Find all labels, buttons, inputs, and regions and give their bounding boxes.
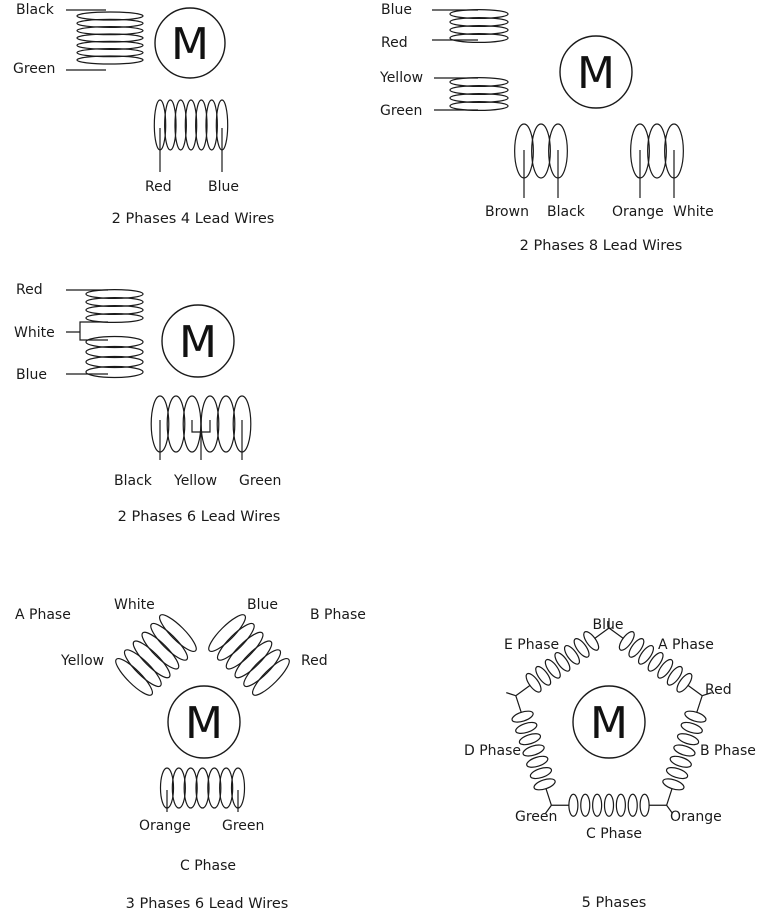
diagram-2-phase-4-lead [13, 2, 274, 227]
label-c-phase: C Phase [585, 826, 643, 842]
label-b-phase: B Phase [700, 743, 756, 759]
coil-loop [155, 611, 200, 656]
coil-loop [138, 628, 183, 673]
coil-loop [213, 619, 258, 664]
coil-loop [217, 396, 235, 452]
coil-loop [240, 646, 285, 691]
coil-top-left [450, 10, 508, 43]
label-red: Red [381, 35, 408, 51]
coil-loop [220, 768, 233, 808]
diagram-5-phase [464, 617, 756, 909]
motor-letter: M [590, 698, 628, 749]
coil-loop [605, 794, 614, 816]
vertex-lead [506, 693, 516, 696]
coil-bottom-left [151, 396, 201, 452]
label-blue: Blue [16, 367, 47, 383]
coil-loop [185, 100, 196, 150]
coil-loop [562, 643, 582, 666]
coil-loop [571, 636, 591, 659]
coil-loop [86, 367, 143, 378]
label-orange: Orange [670, 809, 722, 825]
label-green: Green [239, 473, 282, 489]
coil-loop [167, 396, 185, 452]
label-blue: Blue [208, 179, 239, 195]
coil-c-phase [160, 768, 244, 808]
coil-loop [206, 100, 217, 150]
coil-loop [674, 671, 694, 694]
coil-left [77, 12, 143, 64]
label-c-phase: C Phase [179, 858, 237, 874]
coil-loop [129, 637, 174, 682]
label-b-phase: B Phase [310, 607, 366, 623]
motor-letter: M [577, 48, 615, 99]
coil-loop [175, 100, 186, 150]
coil-bottom-right [631, 124, 684, 178]
coil-loop [616, 794, 625, 816]
label-d-phase: D Phase [464, 743, 522, 759]
coil-bottom-right [201, 396, 251, 452]
label-red: Red [705, 682, 732, 698]
label-blue: Blue [381, 2, 412, 18]
coil-loop [120, 646, 165, 691]
label-red: Red [301, 653, 328, 669]
coil-loop [665, 664, 685, 687]
label-e-phase: E Phase [504, 637, 560, 653]
coil-loop [147, 619, 192, 664]
coil-loop [640, 794, 649, 816]
label-blue: Blue [247, 597, 278, 613]
coil-loop [196, 768, 209, 808]
motor-letter: M [171, 19, 209, 70]
label-yellow: Yellow [174, 473, 218, 489]
caption-2-phase-6-lead: 2 Phases 6 Lead Wires [117, 509, 281, 525]
label-a-phase: A Phase [658, 637, 714, 653]
coil-loop [626, 636, 646, 659]
label-brown: Brown [485, 204, 529, 220]
label-red: Red [145, 179, 172, 195]
label-white: White [673, 204, 714, 220]
label-a-phase: A Phase [15, 607, 71, 623]
coil-loop [581, 794, 590, 816]
coil-left-lower [86, 337, 143, 378]
coil-loop [208, 768, 221, 808]
coil-loop [231, 637, 276, 682]
label-black: Black [114, 473, 152, 489]
coil-bottom-left [515, 124, 568, 178]
coil-loop [86, 337, 143, 348]
coil-loop [552, 650, 572, 673]
label-green: Green [13, 61, 56, 77]
coil-loop [196, 100, 207, 150]
coil-loop [86, 347, 143, 358]
coil-loop [523, 671, 543, 694]
coil-loop [593, 794, 602, 816]
caption-3-phase-6-lead: 3 Phases 6 Lead Wires [125, 896, 289, 909]
label-white: White [14, 325, 55, 341]
lead-wires-c-phase [167, 790, 238, 812]
coil-a-phase [112, 611, 201, 700]
coil-b-phase [205, 611, 294, 700]
label-orange: Orange [612, 204, 664, 220]
coil-loop [533, 664, 553, 687]
label-yellow: Yellow [380, 70, 424, 86]
coil-loop [184, 768, 197, 808]
coil-loop [112, 654, 157, 699]
coil-loop [532, 124, 551, 178]
coil-mid-left [450, 78, 508, 111]
coil-loop [165, 100, 176, 150]
coil-bottom [154, 100, 227, 150]
label-white: White [114, 597, 155, 613]
coil-loop [543, 657, 563, 680]
caption-2-phase-8-lead: 2 Phases 8 Lead Wires [519, 238, 683, 254]
label-green: Green [515, 809, 558, 825]
coil-loop [628, 794, 637, 816]
label-black: Black [547, 204, 585, 220]
coil-loop [222, 628, 267, 673]
coil-loop [648, 124, 667, 178]
motor-letter: M [185, 698, 223, 749]
coil-loop [248, 654, 293, 699]
label-green: Green [380, 103, 423, 119]
label-blue: Blue [592, 617, 624, 633]
coil-loop [205, 611, 250, 656]
diagram-3-phase-6-lead [15, 597, 366, 909]
label-black: Black [16, 2, 54, 18]
coil-loop [86, 357, 143, 368]
caption-2-phase-4-lead: 2 Phases 4 Lead Wires [111, 211, 275, 227]
label-red: Red [16, 282, 43, 298]
label-green: Green [222, 818, 265, 834]
coil-loop [636, 643, 656, 666]
coil-loop [655, 657, 675, 680]
label-orange: Orange [139, 818, 191, 834]
diagram-2-phase-6-lead [14, 282, 281, 525]
coil-left-upper [86, 290, 143, 323]
motor-letter: M [179, 317, 217, 368]
caption-5-phase: 5 Phases [581, 895, 647, 909]
coil-loop [172, 768, 185, 808]
coil-loop [569, 794, 578, 816]
coil-loop [645, 650, 665, 673]
diagram-2-phase-8-lead [379, 2, 714, 254]
label-yellow: Yellow [61, 653, 105, 669]
